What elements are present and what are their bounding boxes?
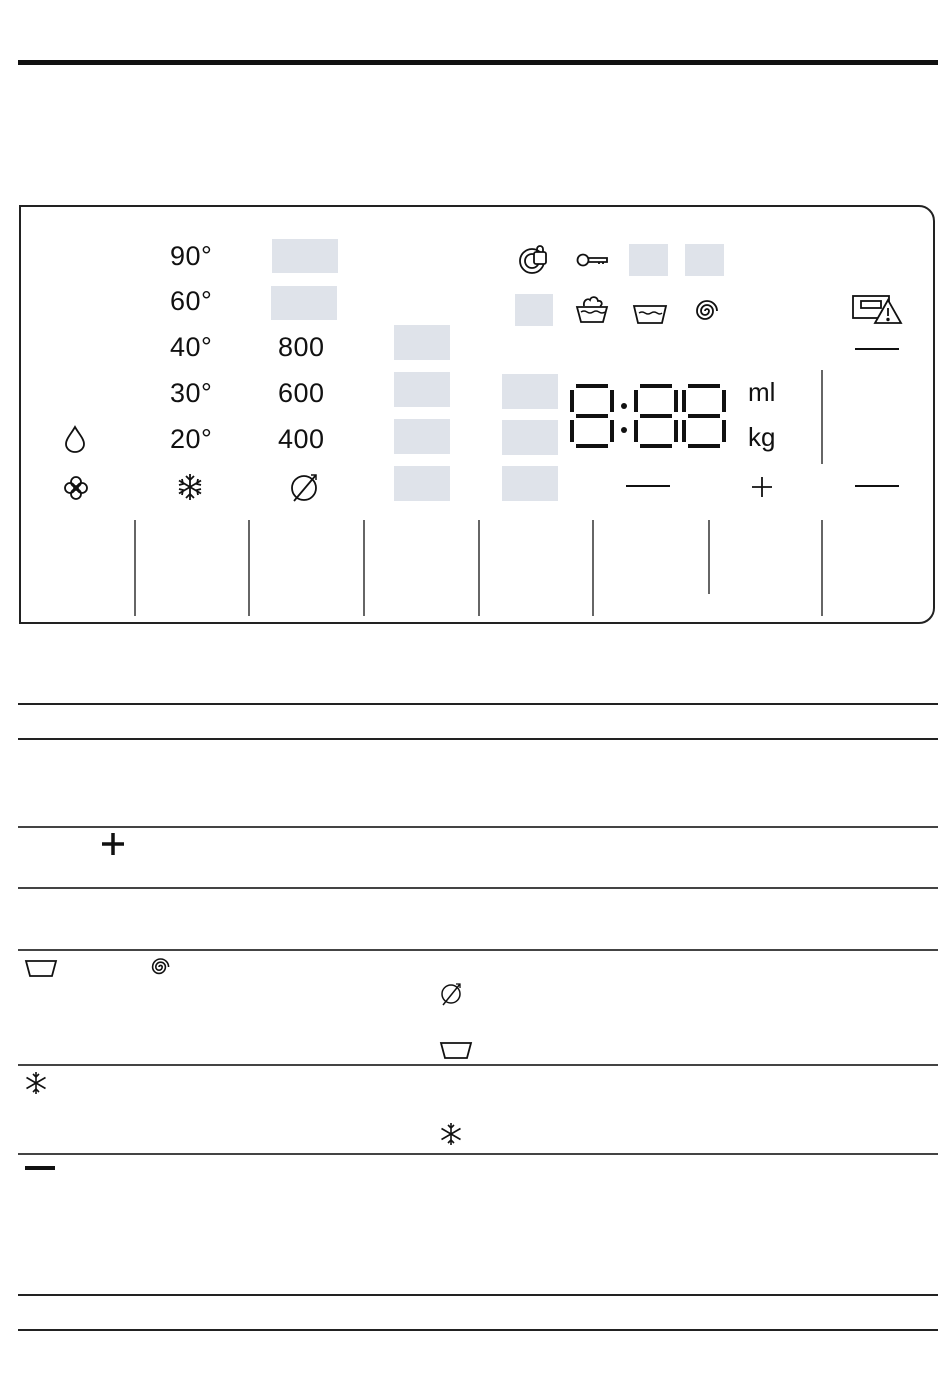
indicator-box — [515, 294, 553, 326]
flower-icon — [62, 474, 90, 502]
indicator-box — [502, 374, 558, 409]
indicator-box — [394, 419, 450, 454]
table-rule — [18, 949, 938, 951]
prewash-icon — [575, 292, 609, 326]
no-spin-icon — [289, 472, 321, 504]
wash-icon — [632, 302, 668, 326]
indicator-box — [394, 466, 450, 501]
temp-label: 60° — [170, 286, 213, 316]
table-rule — [18, 1153, 938, 1155]
minus-icon — [855, 348, 899, 350]
divider — [363, 520, 365, 616]
table-rule — [18, 1294, 938, 1296]
divider — [708, 520, 710, 594]
divider — [248, 520, 250, 616]
table-rule — [18, 887, 938, 889]
header-rule — [18, 60, 938, 65]
divider — [478, 520, 480, 616]
indicator-box — [394, 325, 450, 360]
door-lock-icon — [517, 244, 551, 276]
minus-icon — [626, 485, 670, 487]
seven-segment-display — [568, 384, 728, 450]
indicator-box — [271, 286, 337, 320]
spiral-spin-icon — [148, 955, 172, 979]
indicator-box — [502, 420, 558, 455]
drop-icon — [63, 425, 87, 453]
indicator-box — [272, 239, 338, 273]
table-rule — [18, 703, 938, 705]
temp-label: 90° — [170, 241, 213, 271]
indicator-box — [629, 244, 668, 276]
unit-ml-label: ml — [748, 377, 776, 407]
indicator-box — [394, 372, 450, 407]
wash-icon — [24, 958, 58, 978]
indicator-box — [502, 466, 558, 501]
wash-icon — [439, 1040, 473, 1060]
spin-label: 400 — [278, 424, 325, 454]
table-rule — [18, 826, 938, 828]
divider — [821, 370, 823, 464]
key-icon — [576, 250, 610, 270]
control-panel — [19, 205, 935, 624]
divider — [592, 520, 594, 616]
detergent-warning-icon — [851, 292, 903, 326]
snowflake-icon — [439, 1122, 463, 1146]
spiral-spin-icon — [692, 296, 720, 326]
no-spin-icon — [439, 981, 465, 1007]
plus-icon — [101, 832, 125, 856]
divider — [821, 520, 823, 616]
temp-label: 20° — [170, 424, 213, 454]
table-rule — [18, 738, 938, 740]
temp-label: 30° — [170, 378, 213, 408]
snowflake-icon — [24, 1071, 48, 1095]
temp-label: 40° — [170, 332, 213, 362]
divider — [134, 520, 136, 616]
table-rule — [18, 1064, 938, 1066]
spin-label: 800 — [278, 332, 325, 362]
plus-icon — [751, 476, 773, 498]
snowflake-icon — [175, 472, 205, 502]
indicator-box — [685, 244, 724, 276]
unit-kg-label: kg — [748, 422, 776, 452]
table-rule — [18, 1329, 938, 1331]
spin-label: 600 — [278, 378, 325, 408]
minus-icon — [25, 1166, 55, 1170]
minus-icon — [855, 485, 899, 487]
